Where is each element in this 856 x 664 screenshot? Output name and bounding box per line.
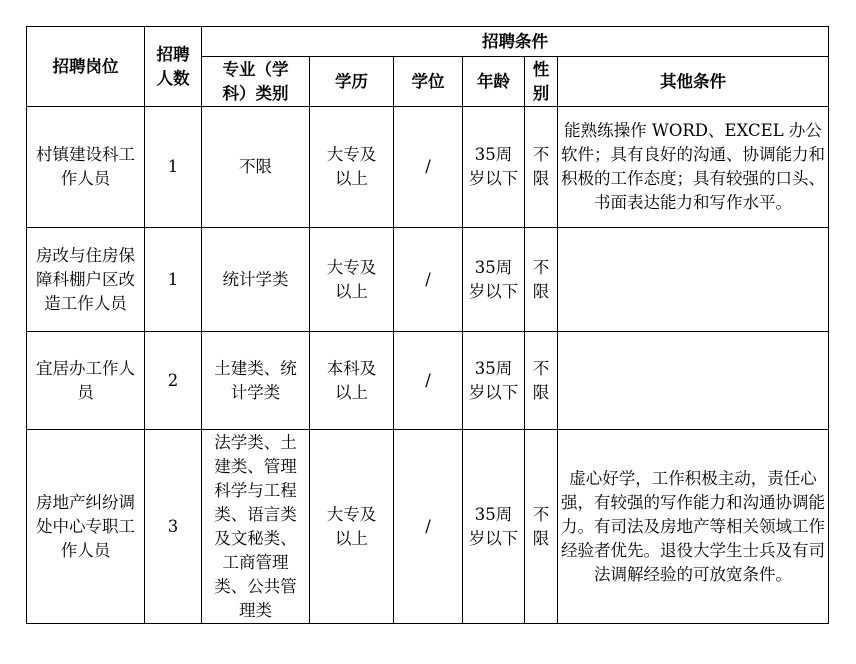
cell-gender: 不限 (525, 332, 558, 430)
header-count: 招聘人数 (145, 27, 202, 107)
table-row (27, 228, 829, 332)
cell-other: 能熟练操作 WORD、EXCEL 办公软件；具有良好的沟通、协调能力和积极的工作态度；具有较强的口头、书面表达能力和写作水平。 (558, 107, 829, 228)
cell-degree: / (394, 332, 463, 430)
cell-gender: 不限 (525, 228, 558, 332)
cell-major: 土建类、统计学类 (202, 332, 310, 430)
recruitment-table (26, 26, 829, 624)
header-other: 其他条件 (558, 57, 829, 107)
cell-education: 大专及以上 (310, 107, 394, 228)
header-gender: 性别 (525, 57, 558, 107)
cell-degree: / (394, 107, 463, 228)
cell-position: 房地产纠纷调处中心专职工作人员 (27, 430, 145, 624)
cell-age: 35周岁以下 (463, 107, 525, 228)
cell-gender: 不限 (525, 430, 558, 624)
table-row (27, 430, 829, 624)
header-degree: 学位 (394, 57, 463, 107)
cell-position: 村镇建设科工作人员 (27, 107, 145, 228)
cell-major: 统计学类 (202, 228, 310, 332)
cell-degree: / (394, 430, 463, 624)
header-position: 招聘岗位 (27, 27, 145, 107)
cell-age: 35周岁以下 (463, 332, 525, 430)
header-education: 学历 (310, 57, 394, 107)
header-conditions: 招聘条件 (202, 27, 829, 57)
cell-major: 不限 (202, 107, 310, 228)
cell-count: 2 (145, 332, 202, 430)
cell-age: 35周岁以下 (463, 228, 525, 332)
cell-gender: 不限 (525, 107, 558, 228)
header-major: 专业（学科）类别 (202, 57, 310, 107)
cell-position: 房改与住房保障科棚户区改造工作人员 (27, 228, 145, 332)
cell-education: 大专及以上 (310, 430, 394, 624)
table-row (27, 107, 829, 228)
cell-education: 大专及以上 (310, 228, 394, 332)
cell-degree: / (394, 228, 463, 332)
cell-age: 35周岁以下 (463, 430, 525, 624)
cell-position: 宜居办工作人员 (27, 332, 145, 430)
cell-count: 3 (145, 430, 202, 624)
cell-count: 1 (145, 107, 202, 228)
cell-other: 虚心好学，工作积极主动，责任心强，有较强的写作能力和沟通协调能力。有司法及房地产等相关领域工作经验者优先。退役大学生士兵及有司法调解经验的可放宽条件。 (558, 430, 829, 624)
cell-major: 法学类、土建类、管理科学与工程类、语言类及文秘类、工商管理类、公共管理类 (202, 430, 310, 624)
table-row (27, 332, 829, 430)
cell-other (558, 228, 829, 332)
cell-education: 本科及以上 (310, 332, 394, 430)
cell-other (558, 332, 829, 430)
cell-count: 1 (145, 228, 202, 332)
header-age: 年龄 (463, 57, 525, 107)
